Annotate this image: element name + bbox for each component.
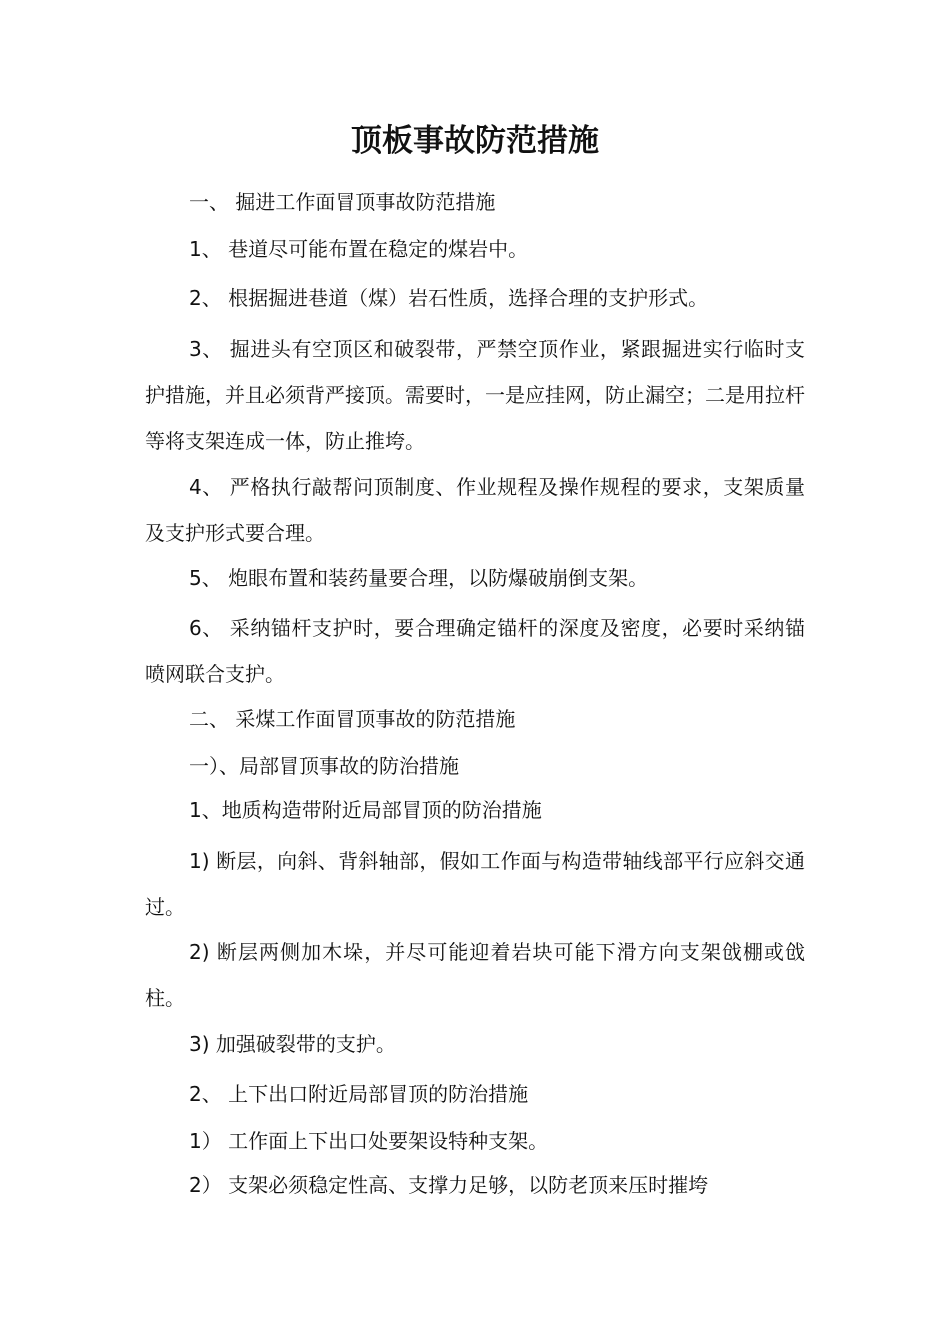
- paragraph-subsection-1-heading: 一）、局部冒顶事故的防治措施: [189, 754, 459, 778]
- paragraph-item-4: 4、 严格执行敲帮问顶制度、作业规程及操作规程的要求，支架质量及支护形式要合理。: [145, 475, 805, 545]
- paragraph-subitem-1-3: 3) 加强破裂带的支护。: [189, 1032, 396, 1056]
- paragraph-item-5: 5、 炮眼布置和装药量要合理，以防爆破崩倒支架。: [189, 566, 649, 590]
- paragraph-subitem-2-heading: 2、 上下出口附近局部冒顶的防治措施: [189, 1082, 529, 1106]
- paragraph-section-2-heading: 二、 采煤工作面冒顶事故的防范措施: [189, 707, 516, 731]
- paragraph-subitem-2-1: 1） 工作面上下出口处要架设特种支架。: [189, 1129, 549, 1153]
- paragraph-item-6: 6、 采纳锚杆支护时，要合理确定锚杆的深度及密度，必要时采纳锚喷网联合支护。: [145, 616, 805, 686]
- paragraph-item-3: 3、 掘进头有空顶区和破裂带，严禁空顶作业，紧跟掘进实行临时支护措施，并且必须背严接顶。需要时，一是应挂网，防止漏空；二是用拉杆等将支架连成一体，防止推垮。: [145, 337, 805, 453]
- paragraph-item-1: 1、 巷道尽可能布置在稳定的煤岩中。: [189, 237, 529, 261]
- paragraph-subitem-2-2: 2） 支架必须稳定性高、支撑力足够，以防老顶来压时摧垮: [189, 1173, 709, 1197]
- paragraph-section-1-heading: 一、 掘进工作面冒顶事故防范措施: [189, 190, 496, 214]
- document-title: 顶板事故防范措施: [351, 123, 599, 159]
- paragraph-subitem-1-2: 2) 断层两侧加木垛，并尽可能迎着岩块可能下滑方向支架戗棚或戗柱。: [145, 940, 805, 1010]
- paragraph-subitem-1-heading: 1、地质构造带附近局部冒顶的防治措施: [189, 798, 542, 822]
- paragraph-item-2: 2、 根据掘进巷道（煤）岩石性质，选择合理的支护形式。: [189, 286, 709, 310]
- paragraph-subitem-1-1: 1) 断层，向斜、背斜轴部，假如工作面与构造带轴线部平行应斜交通过。: [145, 849, 805, 919]
